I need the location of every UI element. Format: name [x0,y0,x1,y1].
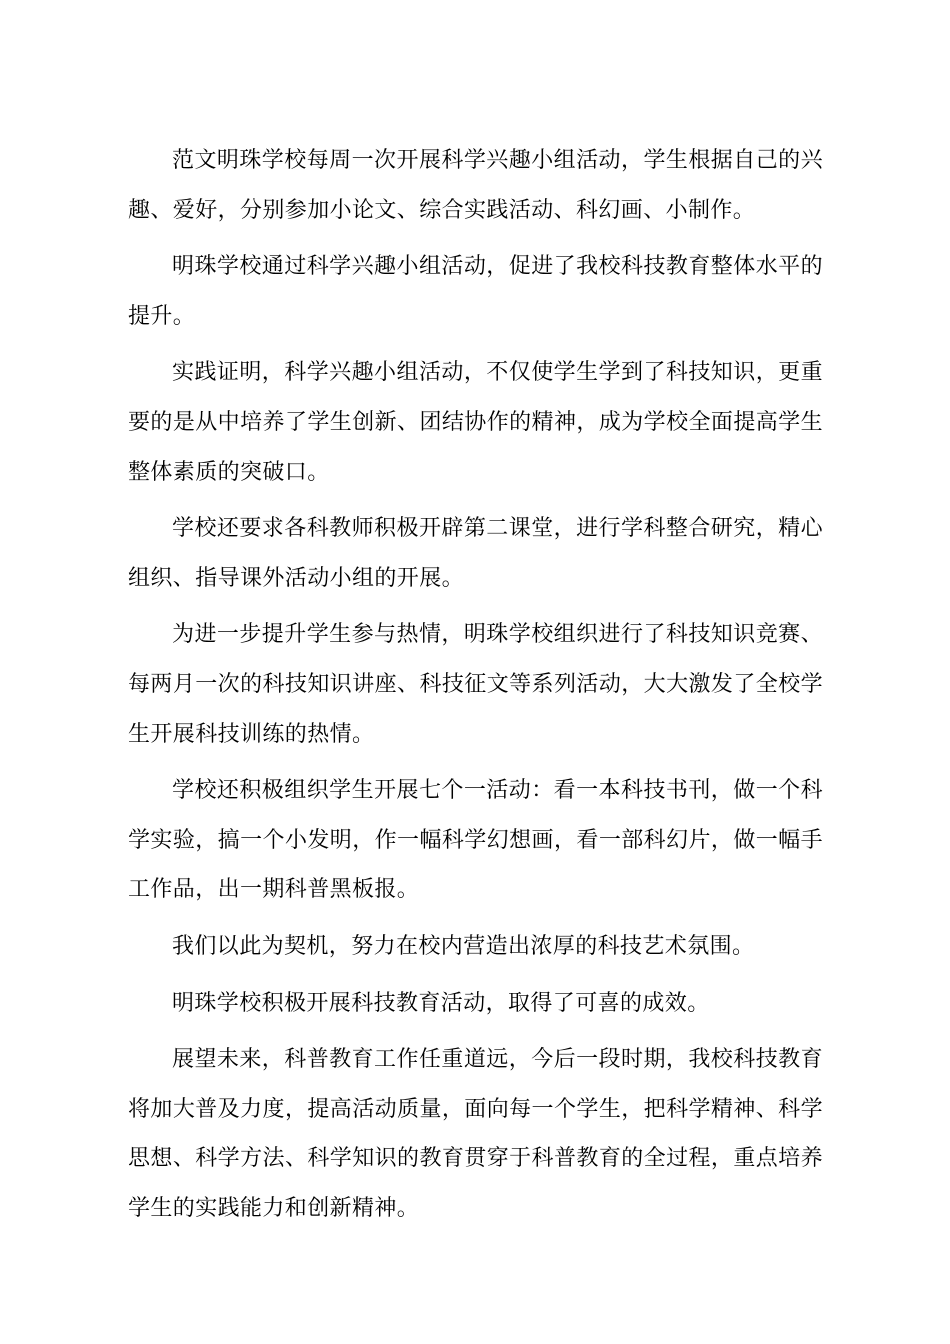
paragraph: 展望未来，科普教育工作任重道远，今后一段时期，我校科技教育将加大普及力度，提高活动质量，面向每一个学生，把科学精神、科学思想、科学方法、科学知识的教育贯穿于科普教育的全过程，重点培养学生的实践能力和创新精神。 [128,1047,823,1221]
paragraph: 我们以此为契机，努力在校内营造出浓厚的科技艺术氛围。 [172,933,755,959]
document-body [128,136,823,1240]
paragraph: 范文明珠学校每周一次开展科学兴趣小组活动，学生根据自己的兴趣、爱好，分别参加小论文、综合实践活动、科幻画、小制作。 [128,148,823,223]
paragraph: 学校还积极组织学生开展七个一活动：看一本科技书刊，做一个科学实验，搞一个小发明，作一幅科学幻想画，看一部科幻片，做一幅手工作品，出一期科普黑板报。 [128,778,823,903]
paragraph: 明珠学校通过科学兴趣小组活动，促进了我校科技教育整体水平的提升。 [128,254,823,329]
paragraph: 为进一步提升学生参与热情，明珠学校组织进行了科技知识竞赛、每两月一次的科技知识讲座、科技征文等系列活动，大大激发了全校学生开展科技训练的热情。 [128,622,823,747]
paragraph: 明珠学校积极开展科技教育活动，取得了可喜的成效。 [172,990,710,1016]
paragraph: 实践证明，科学兴趣小组活动，不仅使学生学到了科技知识，更重要的是从中培养了学生创新、团结协作的精神，成为学校全面提高学生整体素质的突破口。 [128,360,823,485]
paragraph: 学校还要求各科教师积极开辟第二课堂，进行学科整合研究，精心组织、指导课外活动小组的开展。 [128,516,823,591]
